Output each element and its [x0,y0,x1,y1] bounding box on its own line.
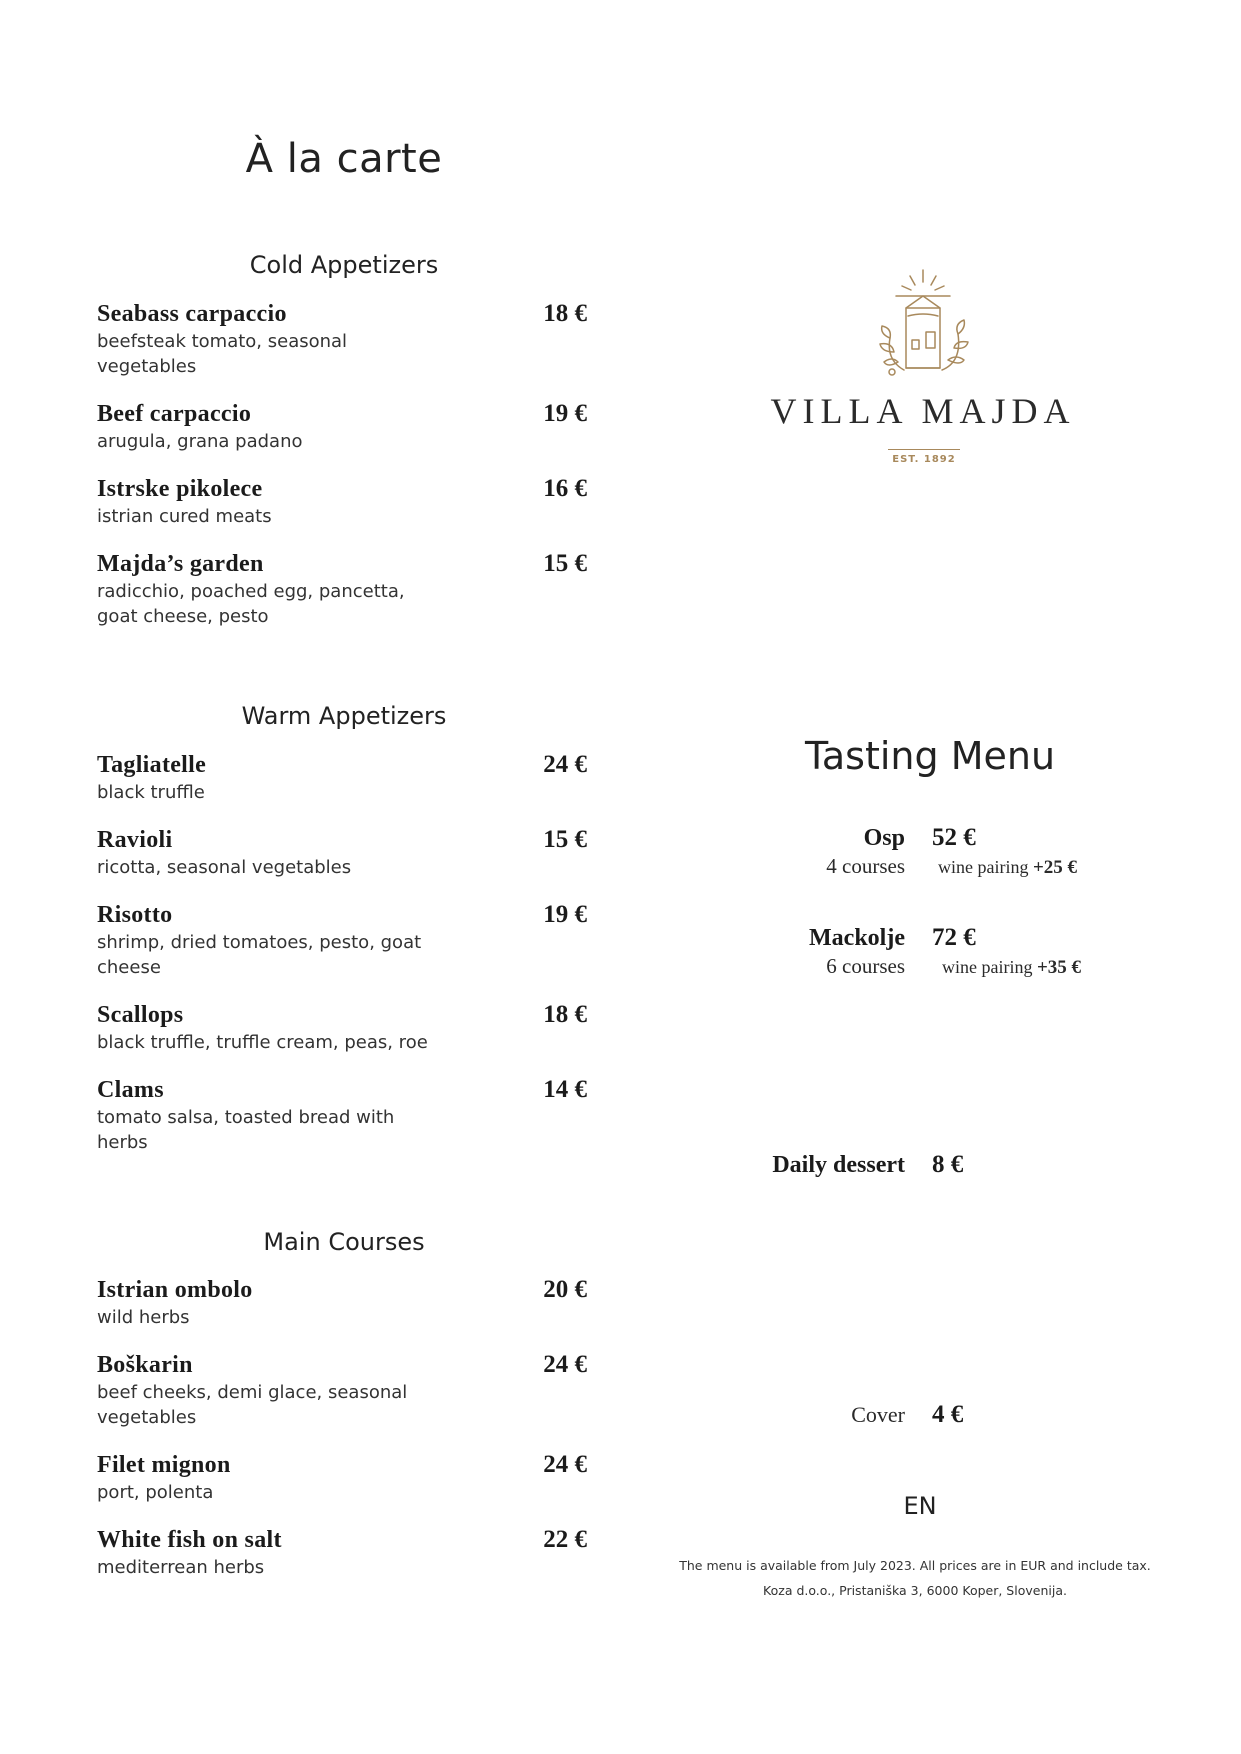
wine-pairing-label: wine pairing [938,857,1029,877]
dessert-name: Daily dessert [772,1152,905,1178]
item-description: beef cheeks, demi glace, seasonal vegetables [97,1382,408,1428]
menu-item [97,825,587,880]
item-name: Boškarin [97,1352,193,1378]
item-price: 19 € [543,400,587,427]
tasting-menu-name: Mackolje [809,925,905,951]
cover-label: Cover [851,1402,905,1427]
item-price: 20 € [543,1276,587,1303]
item-price: 16 € [543,475,587,502]
item-name: Clams [97,1077,164,1103]
item-name: Seabass carpaccio [97,301,287,327]
menu-item [97,399,587,454]
item-name: Scallops [97,1002,184,1028]
menu-item [97,1075,587,1155]
item-description: black truffle, truffle cream, peas, roe [97,1032,428,1053]
item-name: Ravioli [97,827,173,853]
menu-item [97,1450,587,1505]
menu-item [97,900,587,980]
menu-item [97,1350,587,1430]
item-price: 24 € [543,1451,587,1478]
cover-price: 4 € [932,1401,964,1428]
menu-item [97,299,587,379]
footer-availability-note: The menu is available from July 2023. All prices are in EUR and include tax. [679,1558,1151,1573]
item-description: wild herbs [97,1307,190,1328]
item-name: Beef carpaccio [97,401,252,427]
item-description: istrian cured meats [97,506,272,527]
tasting-menu-name: Osp [863,825,905,851]
item-name: Tagliatelle [97,752,207,778]
item-description: port, polenta [97,1482,214,1503]
item-description: shrimp, dried tomatoes, pesto, goat cheese [97,932,422,978]
villa-house-icon [868,268,978,380]
item-price: 24 € [543,1351,587,1378]
language-code: EN [903,1492,937,1520]
item-description: beefsteak tomato, seasonal vegetables [97,331,348,377]
page-title: À la carte [245,136,443,182]
item-price: 22 € [543,1526,587,1553]
wine-pairing [942,954,1081,981]
dessert-price: 8 € [932,1151,964,1178]
tasting-menu-title: Tasting Menu [804,734,1056,778]
section-title-main-courses: Main Courses [263,1228,425,1256]
wine-pairing [938,854,1077,881]
menu-item [97,1275,587,1330]
item-price: 18 € [543,300,587,327]
menu-item [97,1525,587,1580]
logo-divider [888,449,960,450]
item-price: 18 € [543,1001,587,1028]
item-price: 14 € [543,1076,587,1103]
tasting-menu-courses: 6 courses [826,954,905,978]
item-name: Risotto [97,902,173,928]
item-description: black truffle [97,782,205,803]
item-description: mediterrean herbs [97,1557,265,1578]
section-title-warm-appetizers: Warm Appetizers [241,702,447,730]
item-name: Filet mignon [97,1452,231,1478]
item-price: 24 € [543,751,587,778]
item-description: tomato salsa, toasted bread with herbs [97,1107,395,1153]
menu-item [97,549,587,629]
menu-item [97,750,587,805]
wine-pairing-price: +35 € [1036,957,1082,978]
menu-item [97,474,587,529]
item-name: Istrian ombolo [97,1277,253,1303]
villa-majda-logo [768,268,1078,478]
item-description: arugula, grana padano [97,431,303,452]
tasting-menu-courses: 4 courses [826,854,905,878]
tasting-menu-price: 72 € [932,924,976,951]
item-description: radicchio, poached egg, pancetta, goat cheese, pesto [97,581,405,627]
menu-item [97,1000,587,1055]
footer-company-address: Koza d.o.o., Pristaniška 3, 6000 Koper, Slovenija. [763,1583,1067,1598]
wine-pairing-price: +25 € [1032,857,1078,878]
item-name: White fish on salt [97,1527,282,1553]
section-title-cold-appetizers: Cold Appetizers [249,251,439,279]
item-name: Majda’s garden [97,551,264,577]
item-description: ricotta, seasonal vegetables [97,857,352,878]
item-name: Istrske pikolece [97,476,263,502]
logo-established: EST. 1892 [892,454,956,465]
item-price: 15 € [543,550,587,577]
wine-pairing-label: wine pairing [942,957,1033,977]
tasting-menu-price: 52 € [932,824,976,851]
item-price: 15 € [543,826,587,853]
logo-wordmark: VILLA MAJDA [770,391,1076,431]
item-price: 19 € [543,901,587,928]
